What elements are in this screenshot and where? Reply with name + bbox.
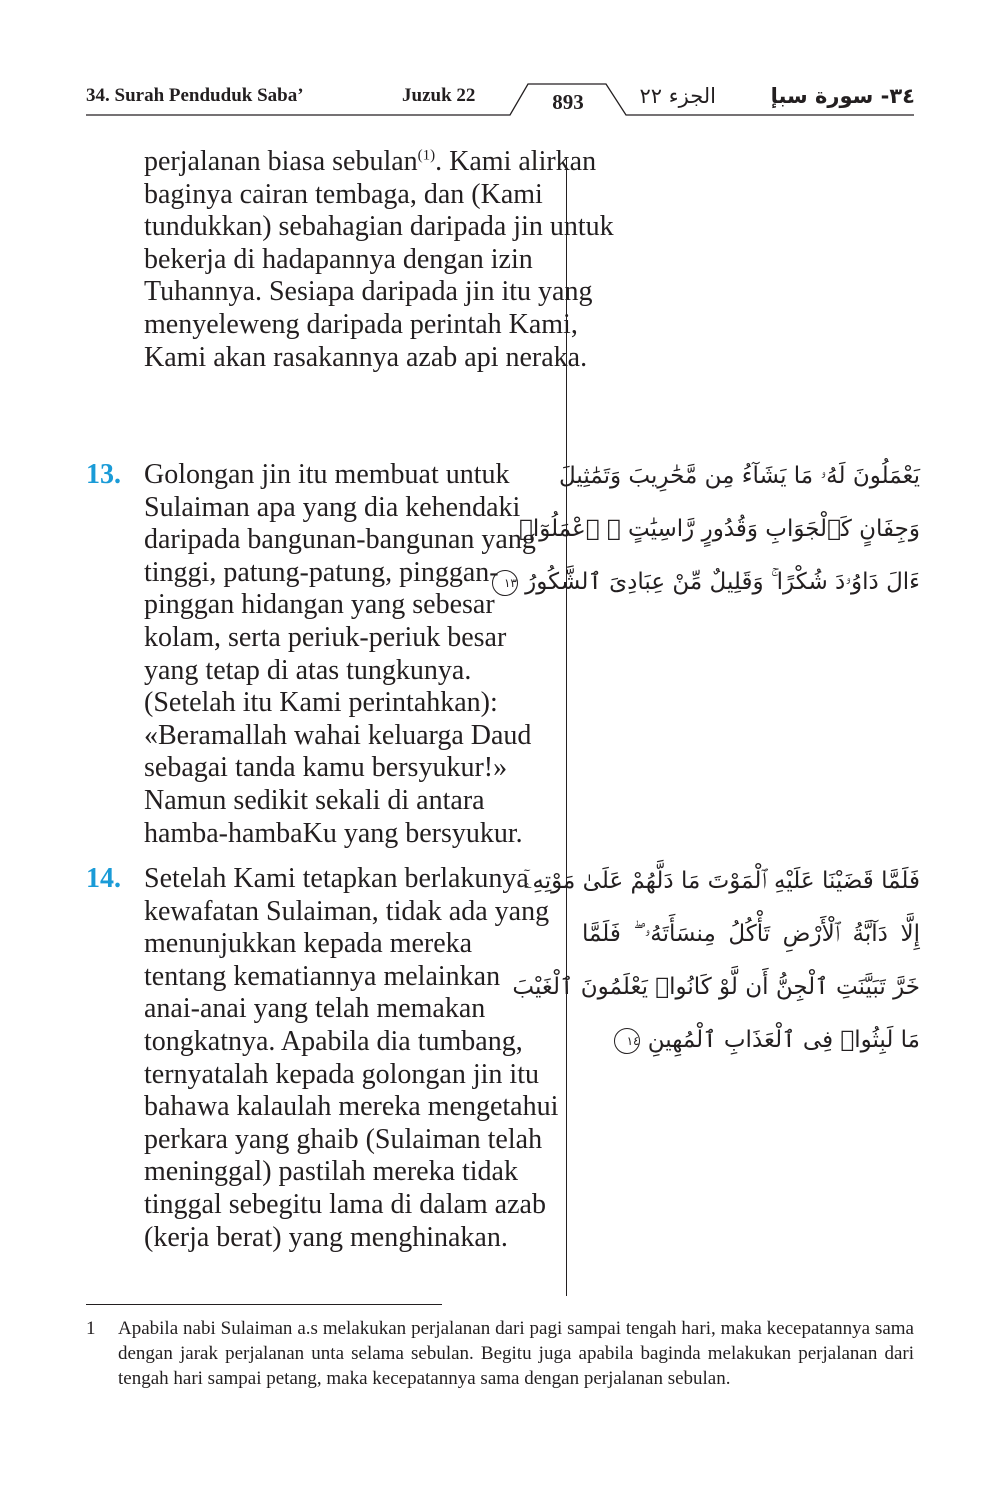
arabic-line: مَا لَبِثُوا۟ فِى ٱلْعَذَابِ ٱلْمُهِينِ [647, 1027, 920, 1053]
arabic-line: ءَالَ دَاوُۥدَ شُكْرًا ۚ وَقَلِيلٌ مِّنْ عِبَادِىَ ٱلشَّكُورُ [525, 569, 920, 595]
verse-text: Setelah Kami tetapkan berlakunya kewafatan Sulaiman, tidak ada yang menunjukkan kepada mereka tentang kematiannya melainkan anai-anai yang telah memakan tongkatnya. Apabila dia tumbang, ternyatalah kepada golongan jin itu bahawa kalaulah mereka mengetahui perkara yang ghaib (Sulaiman telah meninggal) pastilah mereka tidak tinggal sebegitu lama di dalam azab (kerja berat) yang menghinakan. [144, 863, 559, 1253]
arabic-line: خَرَّ تَبَيَّنَتِ ٱلْجِنُّ أَن لَّوْ كَانُوا۟ يَعْلَمُونَ ٱلْغَيْبَ [512, 974, 920, 1000]
page-number: 893 [552, 90, 584, 114]
arabic-line: يَعْمَلُونَ لَهُۥ مَا يَشَآءُ مِن مَّحَٰرِيبَ وَتَمَٰثِيلَ [559, 463, 920, 489]
header-surah-arabic: ٣٤- سورة سبإ [770, 84, 915, 108]
continuation-text [86, 146, 619, 374]
footnote-ref: (1) [417, 147, 436, 164]
verse-number: 13. [86, 459, 121, 490]
header-rule [0, 0, 1000, 130]
arabic-line-last [503, 556, 920, 609]
continuation-start: perjalanan biasa sebulan [144, 146, 418, 177]
verse-13-translation [86, 459, 561, 850]
header-juz-arabic: الجزء ٢٢ [639, 84, 716, 108]
arabic-line: فَلَمَّا قَضَيْنَا عَلَيْهِ ٱلْمَوْتَ مَا دَلَّهُمْ عَلَىٰ مَوْتِهِۦٓ [523, 868, 920, 894]
verse-13-arabic [503, 450, 920, 609]
arabic-line: وَجِفَانٍ كَٱلْجَوَابِ وَقُدُورٍ رَّاسِيَٰتٍ ۚ ٱعْمَلُوٓا۟ [519, 516, 920, 542]
footnote-text: Apabila nabi Sulaiman a.s melakukan perjalanan dari pagi sampai tengah hari, maka kecepatannya sama dengan jarak perjalanan unta selama sebulan. Begitu juga apabila baginda melakukan perjalanan dari tengah hari sampai petang, maka kecepatannya sama dengan perjalanan sebulan. [118, 1318, 914, 1389]
footnote-number: 1 [86, 1318, 96, 1339]
header-surah-title: 34. Surah Penduduk Saba’ [86, 85, 304, 106]
ayah-marker: ١٤ [614, 1028, 640, 1054]
arabic-line-last [582, 1014, 920, 1067]
verse-number: 14. [86, 863, 121, 894]
header-juz-label: Juzuk 22 [402, 85, 476, 106]
arabic-line: إِلَّا دَآبَّةُ ٱلْأَرْضِ تَأْكُلُ مِنسَأَتَهُۥ ۖ فَلَمَّا [582, 921, 920, 947]
footnote-rule [86, 1304, 442, 1305]
verse-14-translation [86, 863, 561, 1254]
continuation-rest: . Kami alirkan baginya cairan tembaga, dan (Kami tundukkan) sebahagian daripada jin untuk bekerja di hadapannya dengan izin Tuhannya. Sesiapa daripada jin itu yang menyeleweng daripada perintah Kami, Kami akan rasakannya azab api neraka. [144, 146, 614, 373]
verse-14-arabic [512, 855, 920, 1067]
verse-text: Golongan jin itu membuat untuk Sulaiman apa yang dia kehendaki daripada bangunan-bangunan yang tinggi, patung-patung, pinggan-pinggan hidangan yang sebesar kolam, serta periuk-periuk besar yang tetap di atas tungkunya. (Setelah itu Kami perintahkan): «Beramallah wahai keluarga Daud sebagai tanda kamu bersyukur!» Namun sedikit sekali di antara hamba-hambaKu yang bersyukur. [144, 459, 536, 849]
ayah-marker: ١٣ [492, 570, 518, 596]
